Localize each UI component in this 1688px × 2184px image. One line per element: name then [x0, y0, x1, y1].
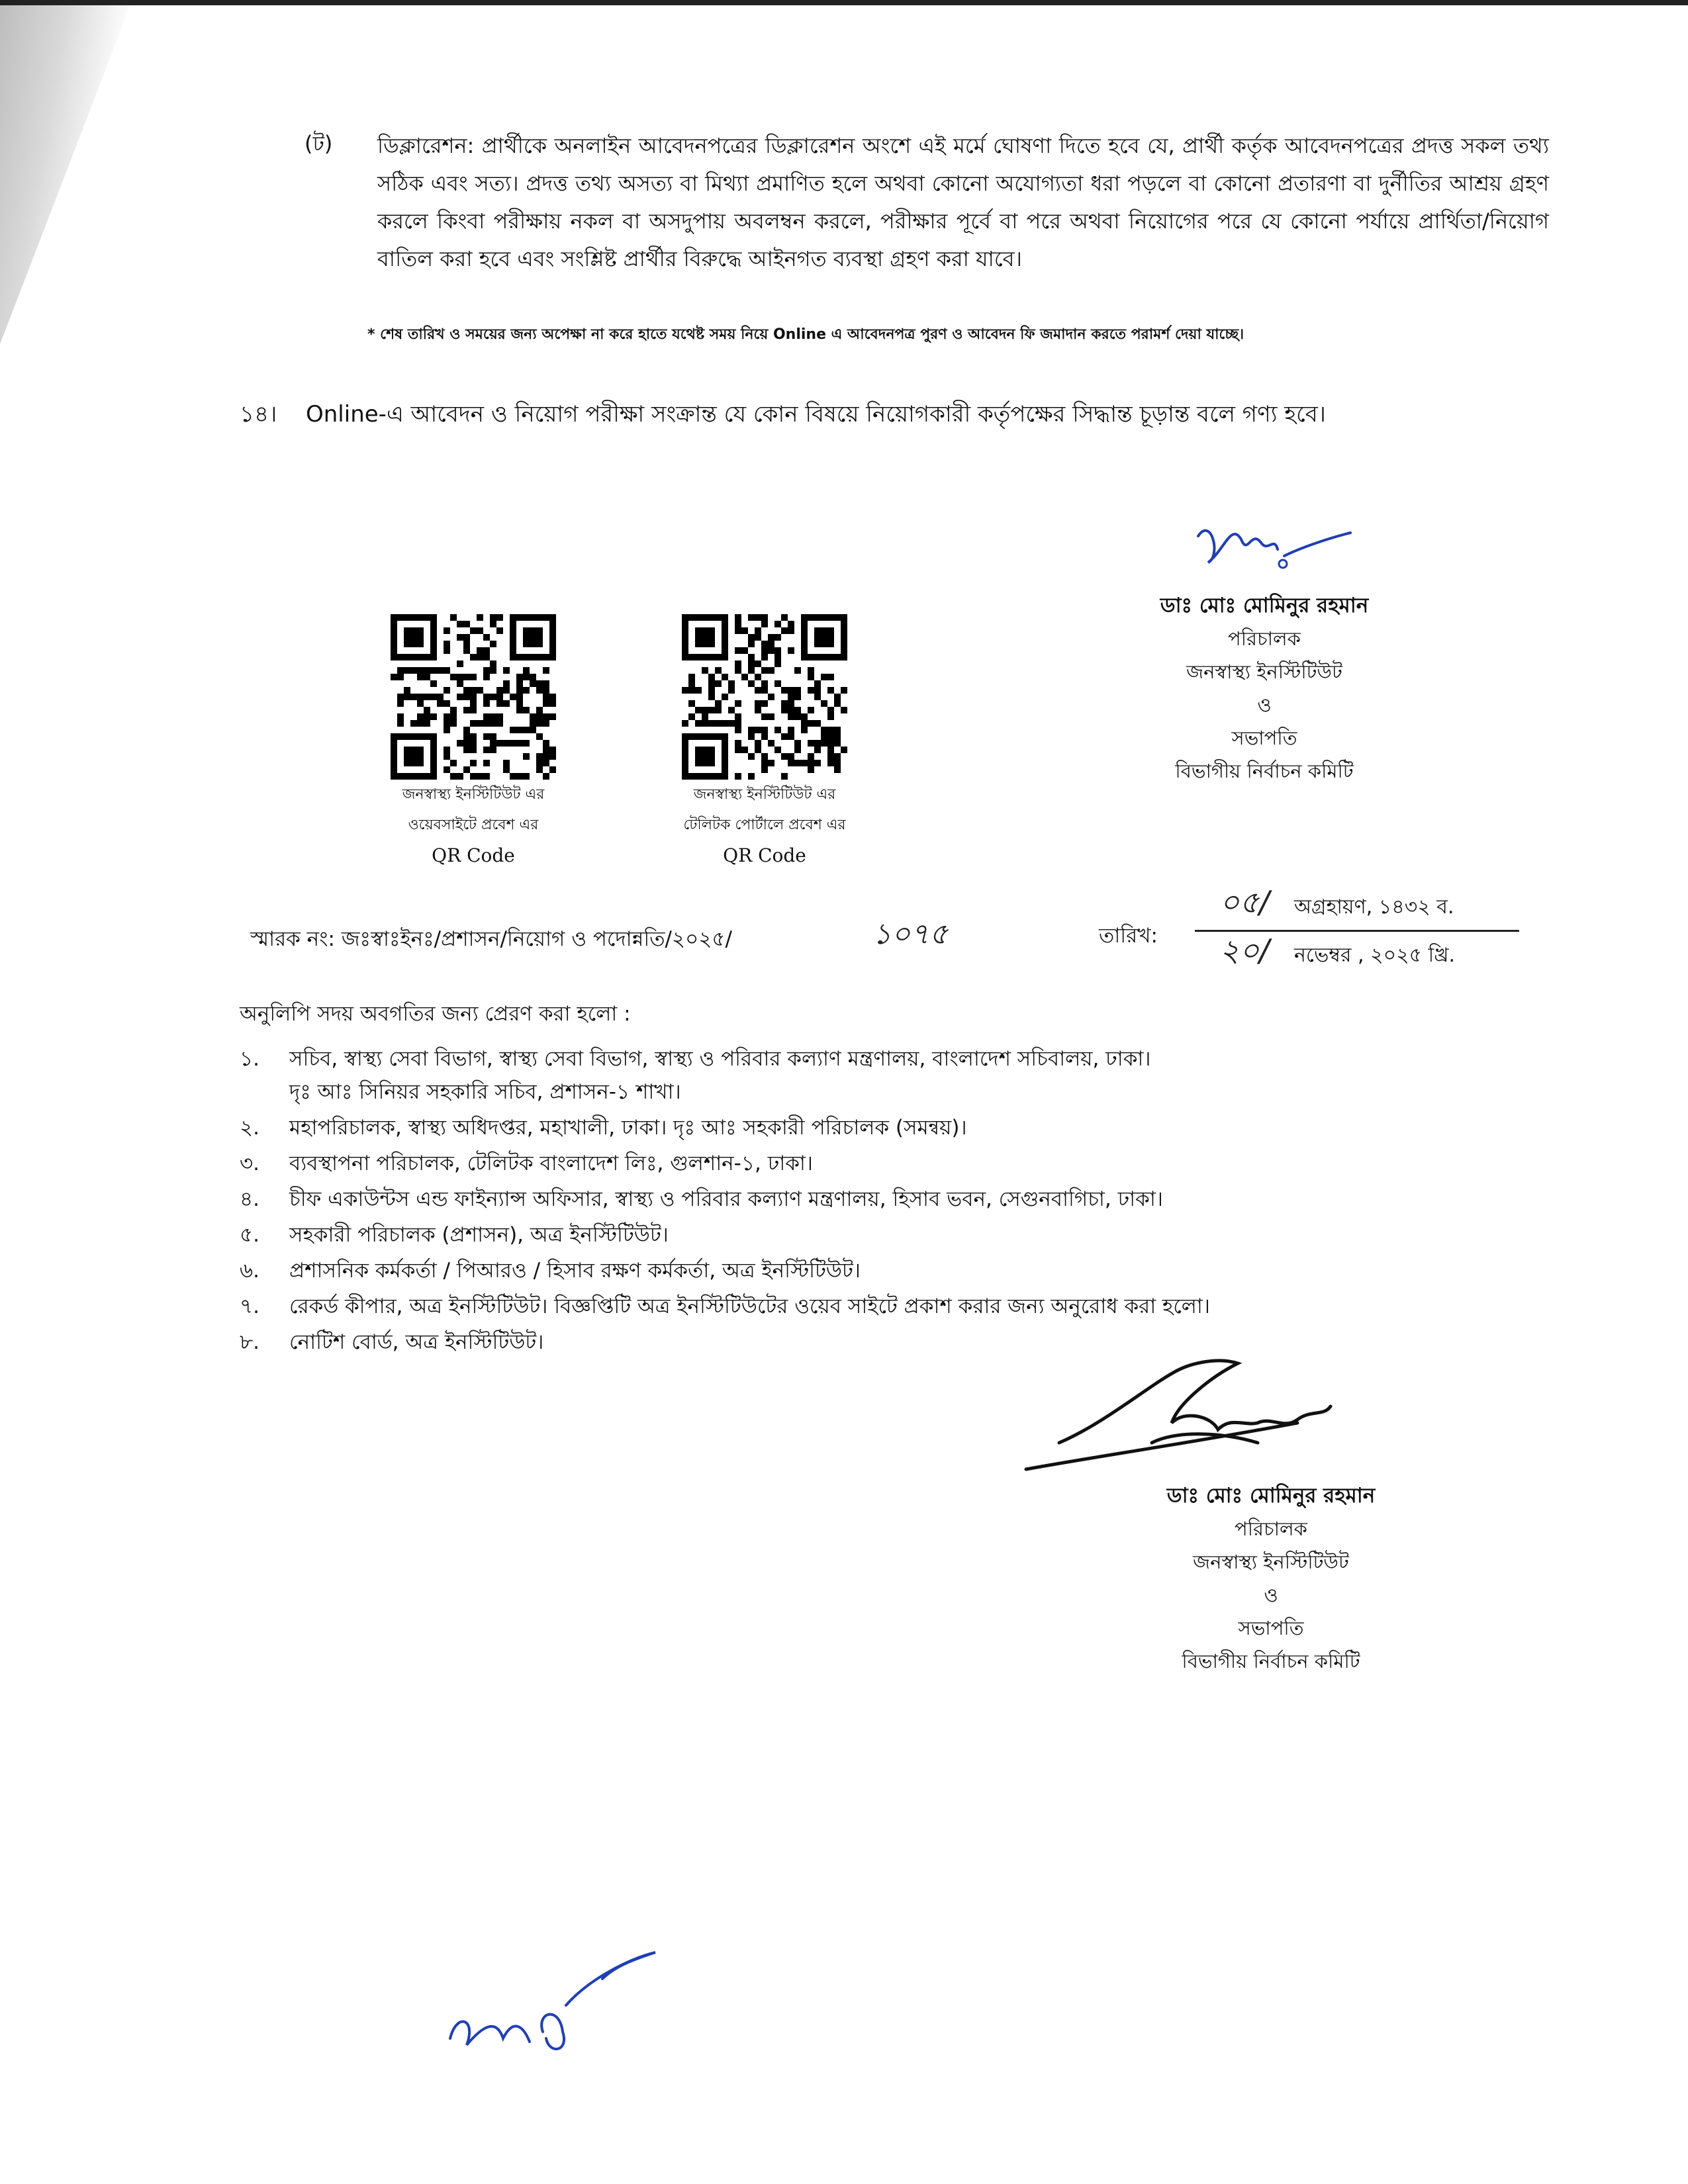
date-bangla-month: অগ্রহায়ণ, ১৪৩২ ব. [1294, 895, 1454, 919]
list-item [240, 1326, 1630, 1359]
scan-edge [0, 0, 1688, 5]
date-bangla-day: ০৫/ [1219, 884, 1270, 920]
qr-caption-line1: জনস্বাস্থ্য ইনস্টিটিউট এর [693, 786, 836, 803]
list-text: সচিব, স্বাস্থ্য সেবা বিভাগ, স্বাস্থ্য সেবা বিভাগ, স্বাস্থ্য ও পরিবার কল্যাণ মন্ত্রণালয়, বাংলাদেশ সচিবালয়, ঢাকা। [289, 1047, 1151, 1071]
list-item [240, 1111, 1630, 1144]
list-item [240, 1147, 1630, 1180]
list-text: নোটিশ বোর্ড, অত্র ইনস্টিটিউট। [289, 1330, 544, 1354]
list-text: রেকর্ড কীপার, অত্র ইনস্টিটিউট। বিজ্ঞপ্তিটি অত্র ইনস্টিটিউটের ওয়েব সাইটে প্রকাশ করার জন্য অনুরোধ করা হলো। [289, 1295, 1210, 1318]
date-english-day: ২০/ [1219, 933, 1270, 968]
list-number: ৬. [240, 1259, 260, 1283]
list-number: ১. [240, 1047, 259, 1071]
list-number: ৩. [240, 1152, 260, 1175]
qr-code-icon [682, 614, 847, 780]
black-signature-bottom [1019, 1343, 1377, 1482]
declaration-paragraph [305, 127, 1549, 278]
list-item [240, 1218, 1630, 1251]
signatory-role: সভাপতি [1238, 1617, 1304, 1639]
signatory-org: জনস্বাস্থ্য ইনস্টিটিউট [1186, 660, 1342, 683]
signatory-and: ও [1264, 1584, 1278, 1606]
list-item [240, 1042, 1630, 1109]
signatory-and: ও [1257, 694, 1272, 716]
list-number: ২. [240, 1116, 260, 1140]
date-english-month: নভেম্বর , ২০২৫ খ্রি. [1294, 944, 1456, 967]
signatory-block-top [1072, 589, 1456, 788]
list-text: মহাপরিচালক, স্বাস্থ্য অধিদপ্তর, মহাখালী, ঢাকা। দৃঃ আঃ সহকারী পরিচালক (সমন্বয়)। [289, 1116, 967, 1140]
clause-number: ১৪। [240, 401, 277, 428]
qr-caption-line2: টেলিটক পোর্টালে প্রবেশ এর [683, 817, 846, 833]
qr-teletalk [652, 614, 877, 871]
list-text: সহকারী পরিচালক (প্রশাসন), অত্র ইনস্টিটিউট। [289, 1223, 669, 1247]
qr-caption-line3: QR Code [723, 844, 806, 866]
signatory-role: সভাপতি [1231, 727, 1297, 749]
qr-caption-line3: QR Code [432, 844, 515, 866]
date-label: তারিখ: [1099, 924, 1158, 948]
clause-text: Online-এ আবেদন ও নিয়োগ পরীক্ষা সংক্রান্ত যে কোন বিষয়ে নিয়োগকারী কর্তৃপক্ষের সিদ্ধান্ত চূড়ান্ত বলে গণ্য হবে। [306, 401, 1326, 428]
page-corner-fold [0, 0, 132, 344]
qr-code-icon [391, 614, 556, 780]
copy-intro: অনুলিপি সদয় অবগতির জন্য প্রেরণ করা হলো : [240, 1002, 631, 1026]
signatory-committee: বিভাগীয় নির্বাচন কমিটি [1175, 760, 1354, 782]
clause-14 [240, 397, 1630, 435]
qr-caption-line1: জনস্বাস্থ্য ইনস্টিটিউট এর [402, 786, 545, 803]
list-number: ৪. [240, 1187, 259, 1211]
list-subtext: দৃঃ আঃ সিনিয়র সহকারি সচিব, প্রশাসন-১ শাখা। [289, 1080, 681, 1104]
copy-list [240, 1042, 1630, 1361]
footnote: * শেষ তারিখ ও সময়ের জন্য অপেক্ষা না করে হাতে যথেষ্ট সময় নিয়ে Online এ আবেদনপত্র পুরণ ও আবেদন ফি জমাদান করতে পরামর্শ দেয়া যাচ্ছে। [367, 326, 1244, 343]
signatory-title: পরিচালক [1228, 627, 1301, 650]
date-block [1195, 884, 1519, 978]
list-number: ৭. [240, 1295, 260, 1318]
blue-signature-top [1185, 510, 1357, 582]
list-text: ব্যবস্থাপনা পরিচালক, টেলিটক বাংলাদেশ লিঃ, গুলশান-১, ঢাকা। [289, 1152, 813, 1175]
list-number: ৫. [240, 1223, 259, 1247]
qr-caption-line2: ওয়েবসাইটে প্রবেশ এর [408, 817, 539, 833]
signatory-committee: বিভাগীয় নির্বাচন কমিটি [1182, 1650, 1360, 1672]
paragraph-marker: (ট) [305, 131, 333, 156]
list-item [240, 1254, 1630, 1287]
memo-number-label: স্মারক নং: জঃস্বাঃইনঃ/প্রশাসন/নিয়োগ ও পদোন্নতি/২০২৫/ [250, 927, 732, 951]
blue-initial-bottom [437, 1939, 675, 2065]
list-item [240, 1290, 1630, 1323]
qr-website [361, 614, 586, 871]
list-number: ৮. [240, 1330, 259, 1354]
signatory-block-bottom [1079, 1479, 1463, 1678]
signatory-title: পরিচালক [1235, 1518, 1307, 1540]
declaration-text: ডিক্লারেশন: প্রার্থীকে অনলাইন আবেদনপত্রের ডিক্লারেশন অংশে এই মর্মে ঘোষণা দিতে হবে যে, প্রার্থী কর্তৃক আবেদনপত্রের প্রদত্ত সকল তথ্য সঠিক এবং সত্য। প্রদত্ত তথ্য অসত্য বা মিথ্যা প্রমাণিত হলে অথবা কোনো অযোগ্যতা ধরা পড়লে বা কোনো প্রতারণা বা দুর্নীতির আশ্রয় গ্রহণ করলে কিংবা পরীক্ষায় নকল বা অসদুপায় অবলম্বন করলে, পরীক্ষার পূর্বে বা পরে অথবা নিয়োগের পরে যে কোনো পর্যায়ে প্রার্থিতা/নিয়োগ বাতিল করা হবে এবং সংশ্লিষ্ট প্রার্থীর বিরুদ্ধে আইনগত ব্যবস্থা গ্রহণ করা যাবে। [377, 133, 1549, 271]
list-item [240, 1183, 1630, 1216]
list-text: চীফ একাউন্টস এন্ড ফাইন্যান্স অফিসার, স্বাস্থ্য ও পরিবার কল্যাণ মন্ত্রণালয়, হিসাব ভবন, সেগুনবাগিচা, ঢাকা। [289, 1187, 1163, 1211]
signatory-name: ডাঃ মোঃ মোমিনুর রহমান [1160, 594, 1369, 617]
signatory-name: ডাঃ মোঃ মোমিনুর রহমান [1166, 1484, 1376, 1508]
memo-number-handwritten: ১০৭৫ [872, 917, 949, 951]
list-text: প্রশাসনিক কর্মকর্তা / পিআরও / হিসাব রক্ষণ কর্মকর্তা, অত্র ইনস্টিটিউট। [289, 1259, 861, 1283]
signatory-org: জনস্বাস্থ্য ইনস্টিটিউট [1193, 1551, 1349, 1573]
